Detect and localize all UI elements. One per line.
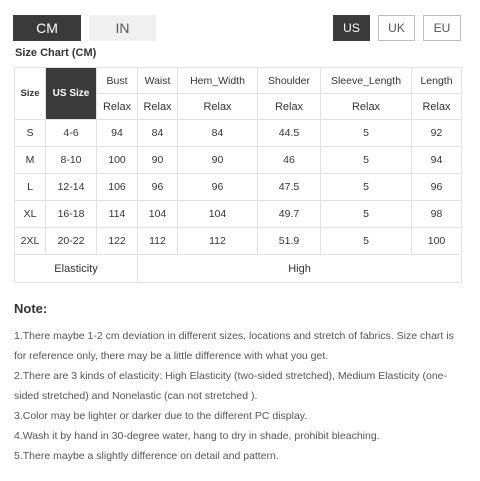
us-size-cell: 16-18 [46, 201, 97, 228]
elasticity-value: High [138, 255, 462, 283]
sleeve-length-column-header: Sleeve_Length [321, 68, 412, 94]
length-cell: 98 [412, 201, 462, 228]
note-item: 5.There maybe a slightly difference on detail and pattern. [14, 450, 279, 462]
bust-column-header: Bust [97, 68, 138, 94]
hem-width-cell: 104 [178, 201, 258, 228]
length-column-header: Length [412, 68, 462, 94]
shoulder-column-header: Shoulder [258, 68, 321, 94]
sleeve-length-cell: 5 [321, 201, 412, 228]
table-row [15, 228, 462, 255]
hem-width-cell: 112 [178, 228, 258, 255]
table-row [15, 147, 462, 174]
size-cell: S [15, 120, 46, 147]
sleeve-length-cell: 5 [321, 147, 412, 174]
length-cell: 100 [412, 228, 462, 255]
hem-width-cell: 96 [178, 174, 258, 201]
us-size-cell: 12-14 [46, 174, 97, 201]
shoulder-cell: 44.5 [258, 120, 321, 147]
note-item: 2.There are 3 kinds of elasticity: High Elasticity (two-sided stretched), Medium Elasticity (one-sided stretched) and Nonelastic (can not stretched ). [14, 370, 447, 402]
hem-width-column-header: Hem_Width [178, 68, 258, 94]
table-row [15, 201, 462, 228]
fit-label: Relax [321, 94, 412, 120]
waist-cell: 112 [138, 228, 178, 255]
note-item: 3.Color may be lighter or darker due to the different PC display. [14, 410, 308, 422]
elasticity-row [15, 255, 462, 283]
size-chart-table [14, 67, 462, 283]
waist-cell: 90 [138, 147, 178, 174]
waist-column-header: Waist [138, 68, 178, 94]
region-uk-button[interactable]: UK [378, 15, 415, 41]
unit-cm-button[interactable]: CM [13, 15, 81, 41]
size-cell: XL [15, 201, 46, 228]
shoulder-cell: 51.9 [258, 228, 321, 255]
shoulder-cell: 47.5 [258, 174, 321, 201]
note-list [14, 326, 466, 466]
shoulder-cell: 46 [258, 147, 321, 174]
waist-cell: 84 [138, 120, 178, 147]
us-size-column-header: US Size [46, 68, 97, 120]
fit-label: Relax [97, 94, 138, 120]
hem-width-cell: 90 [178, 147, 258, 174]
waist-cell: 104 [138, 201, 178, 228]
fit-label: Relax [258, 94, 321, 120]
bust-cell: 106 [97, 174, 138, 201]
fit-label: Relax [178, 94, 258, 120]
note-title: Note: [14, 301, 48, 316]
size-cell: M [15, 147, 46, 174]
note-item: 1.There maybe 1-2 cm deviation in different sizes, locations and stretch of fabrics. Size chart is for reference only, there may be a little difference with what you get. [14, 330, 454, 362]
bust-cell: 100 [97, 147, 138, 174]
length-cell: 92 [412, 120, 462, 147]
region-us-button[interactable]: US [333, 15, 370, 41]
shoulder-cell: 49.7 [258, 201, 321, 228]
sleeve-length-cell: 5 [321, 228, 412, 255]
us-size-cell: 20-22 [46, 228, 97, 255]
sleeve-length-cell: 5 [321, 174, 412, 201]
waist-cell: 96 [138, 174, 178, 201]
size-chart-title: Size Chart (CM) [15, 47, 97, 59]
bust-cell: 114 [97, 201, 138, 228]
fit-label: Relax [412, 94, 462, 120]
unit-in-button[interactable]: IN [89, 15, 156, 41]
us-size-cell: 8-10 [46, 147, 97, 174]
size-cell: 2XL [15, 228, 46, 255]
fit-label: Relax [138, 94, 178, 120]
size-cell: L [15, 174, 46, 201]
bust-cell: 94 [97, 120, 138, 147]
elasticity-label: Elasticity [15, 255, 138, 283]
size-column-header: Size [15, 68, 46, 120]
bust-cell: 122 [97, 228, 138, 255]
table-header-row [15, 68, 462, 94]
length-cell: 96 [412, 174, 462, 201]
length-cell: 94 [412, 147, 462, 174]
table-row [15, 174, 462, 201]
table-row [15, 120, 462, 147]
us-size-cell: 4-6 [46, 120, 97, 147]
region-eu-button[interactable]: EU [423, 15, 461, 41]
note-item: 4.Wash it by hand in 30-degree water, hang to dry in shade, prohibit bleaching. [14, 430, 380, 442]
sleeve-length-cell: 5 [321, 120, 412, 147]
hem-width-cell: 84 [178, 120, 258, 147]
